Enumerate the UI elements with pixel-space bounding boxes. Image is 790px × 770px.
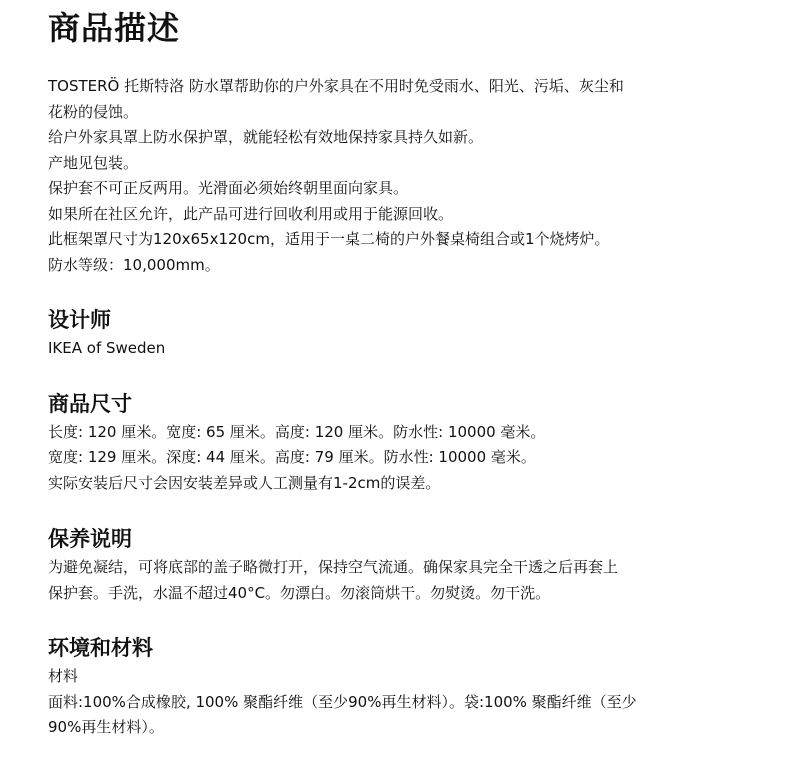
description-line: 产地见包装。 xyxy=(48,153,139,172)
materials-label: 材料 xyxy=(48,667,79,685)
dimensions-line: 宽度: 129 厘米。深度: 44 厘米。高度: 79 厘米。防水性: 10000 毫米。 xyxy=(48,448,536,466)
environment-heading: 环境和材料 xyxy=(48,636,153,660)
dimensions-section xyxy=(48,390,742,497)
description-line: 保护套不可正反两用。光滑面必须始终朝里面向家具。 xyxy=(48,179,409,197)
designer-name: IKEA of Sweden xyxy=(48,339,166,357)
description-line: 防水等级：10,000mm。 xyxy=(48,255,220,274)
designer-section xyxy=(48,306,742,362)
care-line: 为避免凝结，可将底部的盖子略微打开，保持空气流通。确保家具完全干透之后再套上 xyxy=(48,558,619,576)
description-line: TOSTERÖ 托斯特洛 防水罩帮助你的户外家具在不用时免受雨水、阳光、污垢、灰尘和 xyxy=(48,77,624,95)
care-section xyxy=(48,525,742,606)
description-line: 如果所在社区允许，此产品可进行回收利用或用于能源回收。 xyxy=(48,204,454,223)
materials-line: 90%再生材料）。 xyxy=(48,718,164,736)
care-line: 保护套。手洗，水温不超过40°C。勿漂白。勿滚筒烘干。勿熨烫。勿干洗。 xyxy=(48,583,551,602)
description-line: 给户外家具罩上防水保护罩，就能轻松有效地保持家具持久如新。 xyxy=(48,128,484,146)
care-heading: 保养说明 xyxy=(48,527,132,551)
description-section xyxy=(48,74,742,278)
page-title: 商品描述 xyxy=(48,9,181,47)
designer-heading: 设计师 xyxy=(48,308,111,332)
dimensions-heading: 商品尺寸 xyxy=(48,391,132,416)
description-line: 花粉的侵蚀。 xyxy=(48,102,139,121)
environment-section xyxy=(48,634,742,741)
dimensions-line: 实际安装后尺寸会因安装差异或人工测量有1-2cm的误差。 xyxy=(48,473,441,492)
materials-line: 面料:100%合成橡胶, 100% 聚酯纤维（至少90%再生材料）。袋:100% 聚酯纤维（至少 xyxy=(48,692,637,711)
description-line: 此框架罩尺寸为120x65x120cm，适用于一桌二椅的户外餐桌椅组合或1个烧烤炉。 xyxy=(48,230,610,248)
dimensions-line: 长度: 120 厘米。宽度: 65 厘米。高度: 120 厘米。防水性: 10000 毫米。 xyxy=(48,422,546,441)
